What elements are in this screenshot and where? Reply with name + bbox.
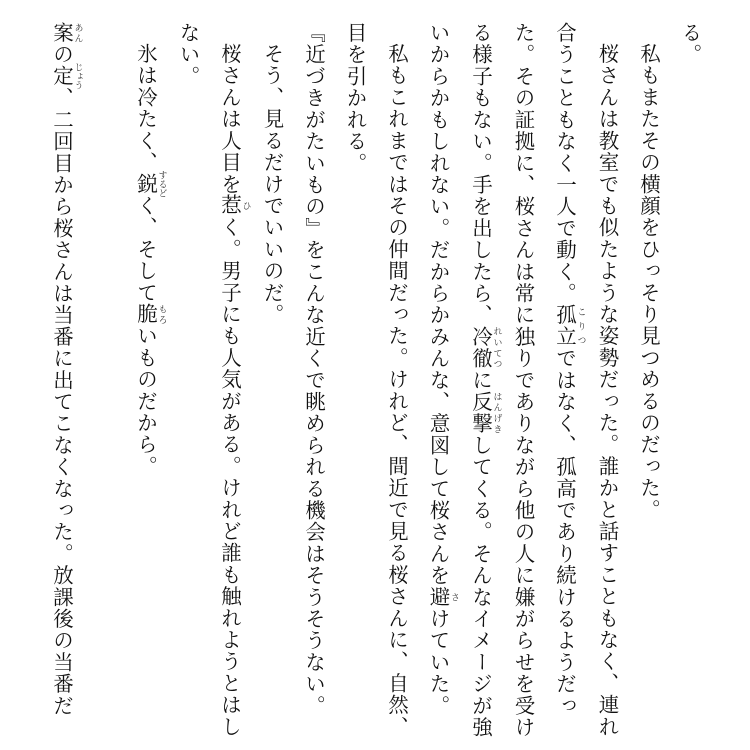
text-line: 案 あんの定 じょう、二回目から桜さんは当番に出てこなくなった。放課後の当番だ [49,22,83,717]
text-line: ない。 [176,22,200,88]
ruby-reading: じょう [72,62,83,90]
blank-line [83,22,125,737]
ruby-reading: あん [72,22,83,44]
vertical-text-block [40,22,710,737]
ruby-reading: もろ [156,302,167,325]
text-line: る。 [678,22,702,66]
ruby-annotation: 避 さ [426,586,459,608]
text-line: る様子もない。手を出したら、冷徹 れいてつに反撃 はんげきしてくる。そんなイメージが強 [468,22,502,739]
text-line: 『近づきがたいもの』をこんな近くで眺められる機会はそうそうない。 [301,22,326,717]
text-line: 私もこれまではその仲間だった。けれど、間近で見る桜さんに、自然、 [384,42,409,737]
ruby-annotation: 定 じょう [49,62,83,90]
ruby-annotation: 反撃 はんげき [468,390,502,435]
ruby-reading: こりつ [575,304,586,348]
ruby-annotation: 鋭 するど [133,170,167,198]
ruby-annotation: 脆 もろ [133,302,167,325]
text-line: いからかもしれない。だからかみんな、意図して桜さんを避 さけていた。 [426,22,459,717]
text-line: た。その証拠に、桜さんは常に独りでありながら他の人に嫌がらせを受け [511,22,535,739]
ruby-reading: さ [449,586,459,608]
text-line: 氷は冷たく、鋭 するどく、そして脆 もろいものだから。 [133,42,167,477]
text-line: 合うこともなく一人で動く。孤立 こりつではなく、孤高であり続けるようだっ [552,22,586,717]
text-line: 目を引かれる。 [343,22,367,174]
ruby-reading: れいてつ [491,325,502,370]
text-line: 桜さんは教室でも似たような姿勢だった。誰かと話すこともなく、連れ [595,42,619,737]
ruby-annotation: 案 あん [49,22,83,44]
ruby-annotation: 惹 ひ [217,194,251,217]
ruby-annotation: 孤立 こりつ [552,304,586,348]
text-line: そう、見るだけでいいのだ。 [260,42,284,325]
ruby-annotation: 冷徹 れいてつ [468,325,502,370]
ruby-reading: ひ [240,194,251,217]
text-line: 桜さんは人目を惹 ひく。男子にも人気がある。けれど誰も触れようとはし [217,42,251,737]
text-line: 私もまたその横顔をひっそり見つめるのだった。 [636,42,661,520]
ruby-reading: はんげき [491,390,502,435]
ruby-reading: するど [156,170,167,198]
